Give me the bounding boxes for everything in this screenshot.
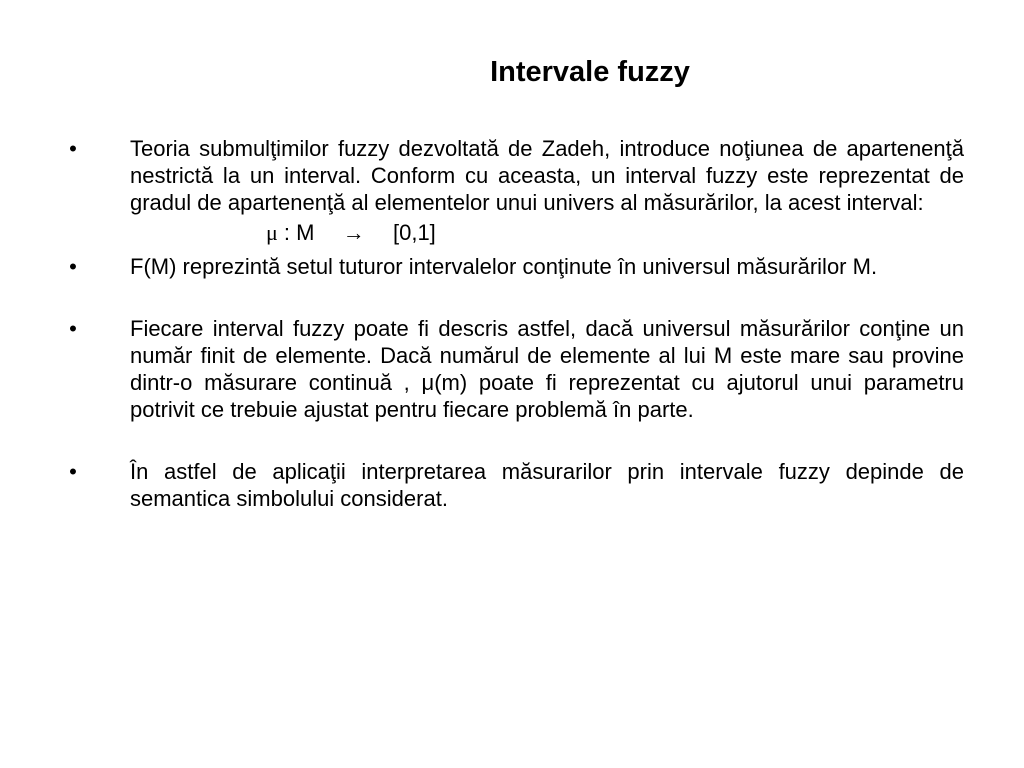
- bullet-item-3: [56, 315, 964, 423]
- bullet-text-4: În astfel de aplicaţii interpretarea măsurarilor prin intervale fuzzy depinde de semantica simbolului considerat.: [130, 459, 964, 511]
- bullet-item-1: [56, 135, 964, 216]
- slide-content: [56, 135, 964, 512]
- bullet-text-1: Teoria submulţimilor fuzzy dezvoltată de Zadeh, introduce noţiunea de apartenenţă nestrictă la un interval. Conform cu aceasta, un interval fuzzy este reprezentat de gradul de apartenenţă al elementelor unui univers al măsurărilor, la acest interval:: [130, 136, 964, 215]
- formula-range: [0,1]: [392, 220, 436, 245]
- bullet-icon: •: [69, 459, 77, 484]
- slide-title: Intervale fuzzy: [490, 56, 690, 88]
- arrow-icon: →: [342, 220, 365, 245]
- membership-formula: [56, 219, 964, 246]
- formula-domain: : M: [283, 220, 315, 245]
- bullet-icon: •: [69, 316, 77, 341]
- bullet-text-3: Fiecare interval fuzzy poate fi descris astfel, dacă universul măsurărilor conţine un număr finit de elemente. Dacă numărul de elemente al lui M este mare sau provine dintr-o măsurare continuă , μ(m) poate fi reprezentat cu ajutorul unui parametru potrivit ce trebuie ajustat pentru fiecare problemă în parte.: [130, 316, 964, 422]
- mu-symbol: μ: [266, 220, 278, 245]
- bullet-icon: •: [69, 254, 77, 279]
- bullet-item-2: [56, 253, 964, 280]
- bullet-item-4: [56, 458, 964, 512]
- bullet-icon: •: [69, 136, 77, 161]
- bullet-text-2: F(M) reprezintă setul tuturor intervalelor conţinute în universul măsurărilor M.: [130, 254, 878, 279]
